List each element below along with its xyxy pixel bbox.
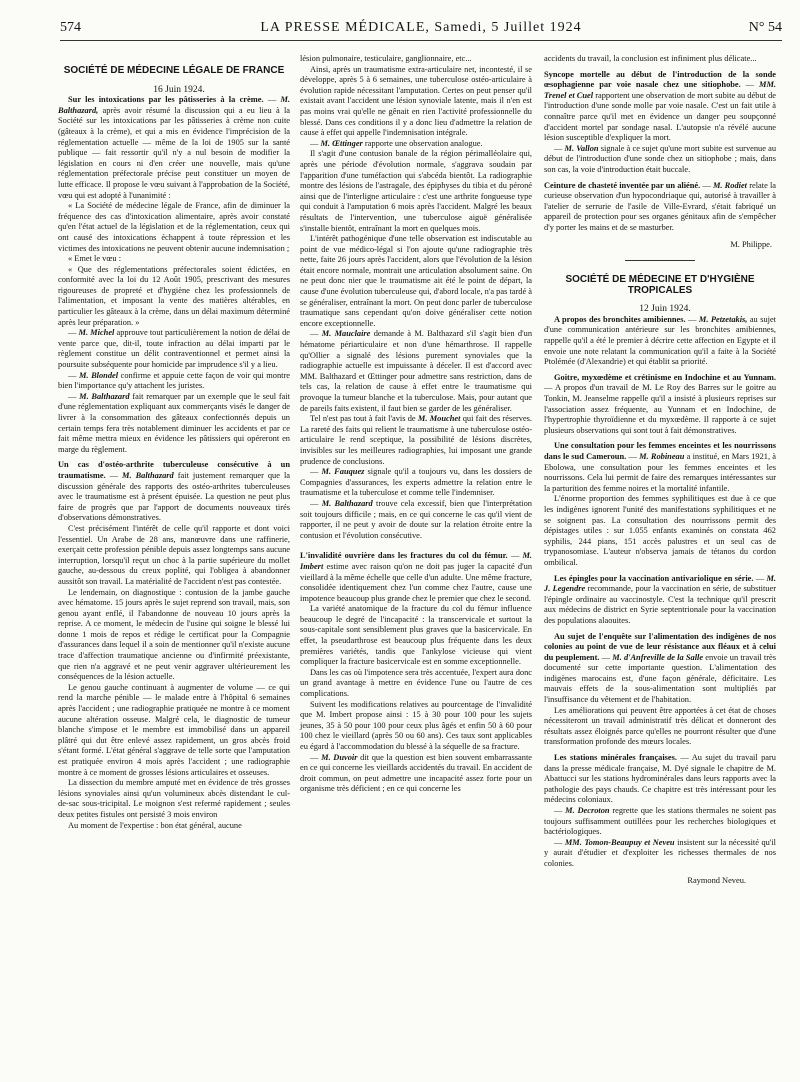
speaker-name: M. Balthazard, [58,95,291,115]
article-title: Goitre, myxœdème et crétinisme en Indochine et au Yunnam. [554,372,776,382]
paragraph-text: trouve cela excessif, bien que l'interprétation soit toujours difficile ; mais, en ce qui concerne le cas qu'il vient de rapporter, il ne peut y avoir de doute sur la relation étroite entre la contusion et l'évolution consécutive. [300,498,532,540]
article-title: Une consultation pour les femmes enceintes et les nourrissons dans le sud Cameroun. [544,441,776,461]
paragraph: La variété anatomique de la fracture du col du fémur influence beaucoup le degré de l'incapacité : la transcervicale et surtout la sous-capitale sont sensiblement plus graves que la basicervicale. En effet, la pseudarthrose est beaucoup plus fréquente dans les deux premières variétés, tandis que l'ankylose vicieuse qui vient compliquer la fracture basicervicale est en somme exceptionnelle. [300,604,532,667]
paragraph: « Emet le vœu : [68,254,122,264]
speaker-name: M. Robineau [639,452,685,461]
article-paragraph: — MM. Tomon-Beaupuy et Neveu insistent sur la nécessité qu'il y aurait d'étudier et d'exploiter les richesses thermales de nos colonies. [544,837,776,868]
section-divider [625,260,695,261]
article-paragraph: — M. Vallon signale à ce sujet qu'une mort subite est survenue au début de l'introduction d'une sonde chez un sitiophobe ; mais, dans son cas, la voie d'introduction était buccale. [544,143,777,174]
paragraph-text: Tel n'est pas tout à fait l'avis de [310,414,416,424]
speaker-name: M. J. Legendre [544,573,776,594]
article-title: Au sujet de l'enquête sur l'alimentation des indigènes de nos colonies au point de vue de leur résistance aux fléaux et à celui du peuplement. [544,631,776,662]
paragraph: Suivent les modifications relatives au pourcentage de l'invalidité que M. Imbert propose ainsi : 15 à 30 pour 100 pour les sujets jeunes, 35 à 50 pour 100 pour ceux plus âgés et enfin 50 à 60 pour 100 chez le vieillard (après 50 ou 60 ans). Ces taux sont applicables eu égard à l'accommodation du blessé à la séquelle de sa fracture. [300,699,532,751]
article-paragraph: Une consultation pour les femmes enceintes et les nourrissons dans le sud Cameroun. — M. Robineau a institué, en Mars 1921, à Ebolowa, une consultation pour les femmes enceintes et les nourrissons. Cela lui permit de faire des remarques intéressantes sur la parturition des femme noires et la mortalité infantile. [544,441,777,493]
speaker-name: M. d'Anfreville de la Salle [612,652,704,662]
paragraph: L'intérêt pathogénique d'une telle observation est indiscutable au point de vue médico-légal si l'on ajoute qu'une radiographie très nette, faite 26 jours après l'accident, alors que l'évolution de la lésion était encore normale, montrait une articulation absolument saine. On ne peut donc nier que le traumatisme ait été le point de départ, la cause d'une évolution tuberculeuse qui, d'abord locale, n'a pas tardé à se généraliser, entraînant la mort. On peut donc parler de tuberculose traumatique sans cependant qu'on doive généraliser cette notion encore exceptionnelle. [300,234,532,328]
paragraph: Le genou gauche continuant à augmenter de volume — ce qui rend la marche pénible — le malade entre à l'hôpital 6 semaines après l'accident ; une radiographie pratiquée ne montre à ce moment aucune altération osseuse. Malgré cela, le diagnostic de tumeur blanche s'impose et le membre est immobilisé dans un appareil plâtré qui dut être enlevé assez rapidement, un gros abcès froid s'étant formé. L'état général s'aggrave de telle sorte que l'amputation est pratiquée environ 4 mois après l'accident ; une radiographie montre à ce moment de grosses lésions articulaires et osseuses. [58,682,290,777]
paragraph: Au moment de l'expertise : bon état général, aucune [68,820,242,830]
paragraph-text: qui fait des réserves. La rareté des faits qui relient le traumatisme à une tuberculose ostéo-articulaire le rend sceptique, la possibilité de lésions discrètes, invisibles sur les meilleures radiographies, lui imposant une grande prudence de conclusions. [300,414,533,466]
speaker-name: M. Mauclaire [321,329,371,339]
article-paragraph: Les stations minérales françaises. — Au sujet du travail paru dans la presse médicale française, M. Dyé signale le chapitre de M. Abattucci sur les stations hydrominérales dans leurs rapports avec la pathologie des pays chauds. Ce chapitre est très intéressant pour les médecins coloniaux. [544,753,776,805]
paragraph-text: Au sujet du travail paru dans la presse médicale française, M. Dyé signale le chapitre de M. Abattucci sur les stations hydrominérales dans leurs rapports avec la pathologie des pays chauds. Ce chapitre est très intéressant pour les médecins coloniaux. [544,753,776,805]
paragraph-text: regrette que les stations thermales ne soient pas toujours suffisamment outillées pour les recherches biologiques et bactériologiques. [544,806,776,837]
paragraph-text: envoie un travail très documenté sur cette importante question. L'alimentation des indigènes marocains est, d'une façon générale, déficitaire. Les mauvais effets de la sous-alimentation sont multipliés par l'insuffisance du vêtement et de l'habitation. [544,652,776,705]
paragraph-text: au sujet d'une communication antérieure sur les bronchites amibiennes, rappelle qu'il a été le premier à décrire cette affection en Egypte et il envoie une note relatant la communication qu'il a faite à la Société Ptolémée (d'Alexandrie) et qui établit sa priorité. [544,314,777,367]
section-title-hygiene-tropicales: SOCIÉTÉ DE MÉDECINE ET D'HYGIÈNE TROPICALES [565,274,755,296]
paragraph-text: estime avec raison qu'on ne doit pas juger la capacité d'un vieillard à la même échelle que celle d'un adulte. Une même fracture, consolidée identiquement chez l'un comme chez l'autre, cause une impotence beaucoup plus grande chez le premier que chez le second. [300,561,533,603]
article-paragraph: — M. Duvoir dit que la question est bien souvent embarrassante en ce qui concerne les vieillards accidentés du travail. En accident de droit commun, on peut admettre une incapacité assez forte pour un organisme très déficient ; en ce qui concerne les [300,752,532,794]
paragraph-text: approuve tout particulièrement la notion de délai de vente parce que, dit-il, toute infraction au délai imparti par le règlement constitue un délit contraventionnel et permet ainsi la poursuite subséquente pour homicide par imprudence s'il y a lieu. [58,328,291,370]
article-paragraph: — M. Blondel confirme et appuie cette façon de voir qui montre bien l'importance qu'y attachent les juristes. [58,370,291,391]
article-paragraph [300,414,532,467]
speaker-name: M. Balthazard [122,470,174,480]
paragraph-text: dit que la question est bien souvent embarrassante en ce qui concerne les vieillards accidentés du travail. En accident de droit commun, on peut admettre une incapacité assez forte pour un organisme très déficient ; en ce qui concerne les [300,752,532,794]
speaker-name: M. Imbert [300,551,532,571]
paragraph: lésion pulmonaire, testiculaire, ganglionnaire, etc... [300,54,472,63]
paragraph-text: A propos d'un travail de M. Le Roy des Barres sur le goitre au Tonkin, M. Jeanselme rappelle qu'il a insisté à plusieurs reprises sur l'association assez fréquente, au Yunnam et en Indochine, de l'hypertrophie thyroïdienne et du myxœdème. Il rapporte à ce sujet plusieurs observations qui sont tout à fait démonstratives. [544,383,777,435]
article-paragraph: — M. Decroton regrette que les stations thermales ne soient pas toujours suffisamment outillées pour les recherches biologiques et bactériologiques. [544,806,776,837]
speaker-name: M. Blondel [78,370,119,380]
paragraph-text: insistent sur la nécessité qu'il y aurait d'étudier et d'exploiter les richesses thermales de nos colonies. [544,837,776,868]
column-left [58,54,290,831]
article-paragraph: Un cas d'ostéo-arthrite tuberculeuse consécutive à un traumatisme. — M. Balthazard fait justement remarquer que la discussion générale des rapports des ostéo-arthrites tuberculeuses avec le traumatisme est à présent épuisée. La question ne peut plus faire de progrès que par l'apport de documents nouveaux tirés d'observations démonstratives. [58,460,290,523]
article-paragraph: — M. Balthazard fait remarquer par un exemple que le seul fait d'une réglementation expliquant aux commerçants visés le danger de livrer à la consommation des gâteaux confectionnés depuis un certain temps fera très notablement diminuer les accidents et par ce fait même mettra mieux en évidence les pâtissiers qui opéreront en marge du règlement. [58,391,291,454]
article-title: L'invalidité ouvrière dans les fractures du col du fémur. [300,551,508,561]
paragraph-text: recommande, pour la vaccination en série, de substituer l'épingle ordinaire au vaccinostyle. C'est la technique qu'il prescrit aux médecins de district en Syrie septentrionale pour la vaccination des populations alaouites. [544,584,777,625]
paragraph: « La Société de médecine légale de France, afin de diminuer la fréquence des cas d'intoxication alimentaire, après avoir constaté qu'en l'état actuel de la législation et de la réglementation, ceux qui ont causé des intoxications échappent à toute répression et les victimes des intoxications ne peuvent obtenir aucune indemnisation ; [58,201,290,253]
speaker-name: M. Rodiet [712,180,748,190]
paragraph-text: fait justement remarquer que la discussion générale des rapports des ostéo-arthrites tuberculeuses avec le traumatisme est à présent épuisée. La question ne peut plus faire de progrès que par l'apport de documents nouveaux tirés d'observations démonstratives. [58,470,290,523]
article-paragraph: — M. Fauquez signale qu'il a toujours vu, dans les dossiers de Compagnies d'assurances, les experts admettre la relation entre le traumatisme et la tuberculose et comme telle l'indemniser. [300,467,532,498]
author-signature: Raymond Neveu. [687,875,746,885]
article-paragraph: Ceinture de chasteté inventée par un aliéné. — M. Rodiet relate la curieuse observation d'un hypocondriaque qui, autorisé à travailler à l'atelier de serrurie de l'asile de Ville-Evrard, s'était fabriqué un appareil de protection pour ses organes génitaux afin de s'empêcher d'y porter les mains et de se masturber. [544,180,776,232]
article-paragraph: — M. Mauclaire demande à M. Balthazard s'il s'agit bien d'un hématome périarticulaire et non d'une hémarthrose. Il rappelle qu'Ollier a signalé des lésions purement synoviales que la radiographie actuelle est impuissante à déceler. Il est d'accord avec MM. Balthazard et Œttinger pour admettre sans restriction, dans de tels cas, la relation de cause à effet entre le traumatisme qui provoque la tumeur blanche et la tuberculose. Mais, pour autant que de pareils faits existent, il faut bien se garder de les généraliser. [300,329,533,413]
column-right [544,54,776,886]
article-paragraph: Au sujet de l'enquête sur l'alimentation des indigènes de nos colonies au point de vue de leur résistance aux fléaux et à celui du peuplement. — M. d'Anfreville de la Salle envoie un travail très documenté sur cette importante question. L'alimentation des indigènes marocains est, d'une façon générale, déficitaire. Les mauvais effets de la sous-alimentation sont multipliés par l'insuffisance du vêtement et de l'habitation. [544,631,776,705]
article-title: Les stations minérales françaises. [554,753,677,763]
article-paragraph: Goitre, myxœdème et crétinisme en Indochine et au Yunnam. — A propos d'un travail de M. Le Roy des Barres sur le goitre au Tonkin, M. Jeanselme rappelle qu'il a insisté à plusieurs reprises sur l'association assez fréquente, au Yunnam et en Indochine, de l'hypertrophie thyroïdienne et du myxœdème. Il rapporte à ce sujet plusieurs observations qui sont tout à fait démonstratives. [544,372,777,435]
speaker-name: M. Duvoir [321,752,358,762]
paragraph-text: demande à M. Balthazard s'il s'agit bien d'un hématome périarticulaire et non d'une hémarthrose. Il rappelle qu'Ollier a signalé des lésions purement synoviales que la radiographie actuelle est impuissante à déceler. Il est d'accord avec MM. Balthazard et Œttinger pour admettre sans restriction, dans de tels cas, la relation de cause à effet entre le traumatisme qui provoque la tumeur blanche et la tuberculose. Mais, pour autant que de pareils faits existent, il faut bien se garder de les généraliser. [300,329,533,413]
speaker-name: M. Mouchet [417,414,461,424]
paragraph-text: relate la curieuse observation d'un hypocondriaque qui, autorisé à travailler à l'atelier de serrurie de l'asile de Ville-Evrard, s'était fabriqué un appareil de protection pour ses organes génitaux afin de s'empêcher d'y porter les mains et de se masturber. [544,180,776,232]
page-number: 574 [60,20,81,35]
article-title: A propos des bronchites amibiennes. [554,314,686,324]
article-paragraph: A propos des bronchites amibiennes. — M. Petzetakis, au sujet d'une communication antérieure sur les bronchites amibiennes, rappelle qu'il a été le premier à décrire cette affection en Egypte et il envoie une note relatant la communication qu'il a faite à la Société Ptolémée (d'Alexandrie) et qui établit sa priorité. [544,314,777,367]
paragraph-text: confirme et appuie cette façon de voir qui montre bien l'importance qu'y attachent les juristes. [58,370,291,391]
article-title: Sur les intoxications par les pâtisseries à la crème. [68,95,264,105]
article-title: Ceinture de chasteté inventée par un aliéné. [544,180,701,190]
column-middle [300,54,532,795]
article-paragraph: L'invalidité ouvrière dans les fractures du col du fémur. — M. Imbert estime avec raison qu'on ne doit pas juger la capacité d'un vieillard à la même échelle que celle d'un adulte. Une même fracture, consolidée identiquement chez l'un comme chez l'autre, cause une impotence beaucoup plus grande chez le premier que chez le second. [300,551,533,603]
section-title-medecine-legale: SOCIÉTÉ DE MÉDECINE LÉGALE DE FRANCE [63,65,285,76]
article-paragraph: Syncope mortelle au début de l'introduction de la sonde œsophagienne par voie nasale chez une sitiophobe. — MM. Trenel et Cuel rapportent une observation de mort subite au début de l'introduction d'une sonde molle par voie nasale. C'est un fait utile à connaître parce qu'il met en évidence un danger peu soupçonné d'accident mortel par sondage nasal. L'autopsie n'a révélé aucune lésion susceptible d'expliquer la mort. [544,69,776,143]
author-signature: M. Philippe. [730,239,772,249]
paragraph: Ainsi, après un traumatisme extra-articulaire net, incontesté, il se développe, après 5 à 6 semaines, une tuberculose ostéo-articulaire à évolution rapide nécessitant l'amputation. Certes on peut penser qu'il existait avant l'accident une lésion synoviale latente, mais il n'en est pas moins vrai qu'elle ne gênait en rien l'activité professionnelle du blessé. Dans ces conditions il y a donc lieu d'admettre la relation de cause à effet qui appelle l'indemnisation intégrale. [300,64,532,138]
article-title: Un cas d'ostéo-arthrite tuberculeuse consécutive à un traumatisme. [58,460,290,480]
section-date: 16 Juin 1924. [153,84,205,95]
running-title: LA PRESSE MÉDICALE, Samedi, 5 Juillet 1924 [260,20,582,35]
paragraph: La dissection du membre amputé met en évidence de très grosses lésions synoviales ainsi qu'un volumineux abcès distendant le cul-de-sac sous-tricipital. Le moignon s'est refermé rapidement ; seules deux petites fistules ont persisté 3 mois environ [58,778,290,819]
speaker-name: M. Michel [78,328,115,338]
paragraph: L'énorme proportion des femmes syphilitiques est due à ce que les indigènes ignorent l'unité des manifestations syphilitiques et ne se soignent pas. La consultation des nourrissons permit des dépistages utiles : sur 1.055 enfants examinés on constata 462 syphilis, 244 pians, 151 accès palustres et un seul cas de trypanosomiase. L'auteur n'observa jamais de tétanos du cordon ombilical. [544,494,776,567]
speaker-name: M. Fauquez [321,467,365,477]
paragraph: Il s'agit d'une contusion banale de la région périmalléolaire qui, après une période d'évolution normale, s'aggrava soudain par l'apparition d'une tuméfaction qui s'abcéda bientôt. La radiographie montre des lésions de l'astragale, des épiphyses du tibia et du péroné ainsi que de l'interligne articulaire : c'est une arthrite fongueuse type qui conduit à l'amputation 6 mois après l'accident. Malgré les beaux résultats de l'intervention, une tuberculose aiguë généralisée s'installe bientôt, entraînant la mort en quelques mois. [300,149,532,233]
article-title: Syncope mortelle au début de l'introduction de la sonde œsophagienne par voie nasale chez une sitiophobe. [544,69,776,90]
speaker-name: M. Petzetakis, [698,314,748,324]
speaker-name: M. Œttinger [320,138,363,148]
speaker-name: M. Decroton [565,806,610,815]
article-paragraph: Les épingles pour la vaccination antivariolique en série. — M. J. Legendre recommande, pour la vaccination en série, de substituer l'épingle ordinaire au vaccinostyle. C'est la technique qu'il prescrit aux médecins de district en Syrie septentrionale pour la vaccination des populations alaouites. [544,573,777,625]
paragraph-text: fait remarquer par un exemple que le seul fait d'une réglementation expliquant aux commerçants visés le danger de livrer à la consommation des gâteaux confectionnés depuis un certain temps fera très notablement diminuer les accidents et par ce fait même mettra mieux en évidence les pâtissiers qui opéreront en marge du règlement. [58,391,291,454]
running-header [60,20,782,40]
section-date: 12 Juin 1924. [639,304,691,315]
paragraph-text: rapportent une observation de mort subite au début de l'introduction d'une sonde molle par voie nasale. C'est un fait utile à connaître parce qu'il met en évidence un danger peu soupçonné d'accident mortel par sondage nasal. L'autopsie n'a révélé aucune lésion susceptible d'expliquer la mort. [544,90,776,143]
paragraph: accidents du travail, la conclusion est infiniment plus délicate... [544,54,757,63]
speaker-name: M. Balthazard [79,391,130,401]
article-paragraph: — M. Michel approuve tout particulièrement la notion de délai de vente parce que, dit-il, toute infraction au délai imparti par le règlement constitue un délit contraventionnel et permet ainsi la poursuite subséquente pour homicide par imprudence s'il y a lieu. [58,328,291,370]
paragraph-text: rapporte une observation analogue. [364,138,483,148]
paragraph: C'est précisément l'intérêt de celle qu'il rapporte et dont voici l'essentiel. Un Arabe de 28 ans, manœuvre dans une raffinerie, exerçait cette profession pénible depuis assez longtemps sans aucune interruption, lorsqu'il reçut un choc à la partie supérieure du mollet gauche, au-dessous du creux poplité, qui l'obligea à abandonner aussitôt son travail. La matérialité de l'accident n'est pas contestée. [58,523,290,586]
article-paragraph: — M. Œttinger rapporte une observation analogue. [310,138,483,148]
speaker-name: M. Balthazard [321,498,373,508]
paragraph: Dans les cas où l'impotence sera très accentuée, l'expert aura donc un grand avantage à mettre en évidence l'une ou l'autre de ces complications. [300,667,532,699]
speaker-name: MM. Tomon-Beaupuy et Neveu [564,837,675,847]
paragraph-text: après avoir résumé la discussion qui a eu lieu à la Société sur les intoxications par les pâtisseries à crème non cuite (gâteaux à la crème), et qui a mis en évidence l'imprécision de la réglementation actuelle — même de la loi de 1905 sur la santé publique — fait ressortir qu'il n'y a nul besoin de modifier la législation en cours ni d'en créer une nouvelle, mais qu'une réglementation préfectorale précise peut constituer un moyen de lutte efficace. Il propose le vœu suivant à l'approbation de la Société, vœu qui est adopté à l'unanimité : [58,105,290,200]
article-title: Les épingles pour la vaccination antivariolique en série. [554,573,754,583]
issue-number: N° 54 [748,20,782,35]
paragraph: Les améliorations qui peuvent être apportées à cet état de choses nécessiteront un travail administratif très délicat et donneront des résultats assez éloignés parce qu'elles ne pourront résulter que d'une transformation profonde des mœurs locales. [544,705,776,747]
speaker-name: MM. Trenel et Cuel [544,80,776,100]
header-rule [60,40,782,41]
paragraph-text: a institué, en Mars 1921, à Ebolowa, une consultation pour les femmes enceintes et les nourrissons. Cela lui permit de faire des remarques intéressantes sur la parturition des femme noires et la mortalité infantile. [544,452,777,493]
article-paragraph: — M. Balthazard trouve cela excessif, bien que l'interprétation soit toujours difficile ; mais, en ce qui concerne le cas qu'il vient de rapporter, il ne peut y avoir de doute sur la relation étroite entre la contusion et l'évolution consécutive. [300,498,532,540]
paragraph-text: signale qu'il a toujours vu, dans les dossiers de Compagnies d'assurances, les experts admettre la relation entre le traumatisme et la tuberculose et comme telle l'indemniser. [300,467,532,498]
speaker-name: M. Vallon [564,143,599,153]
paragraph: « Que des réglementations préfectorales soient édictées, en conformité avec la loi du 12 Août 1905, prescrivant des mesures rigoureuses de propreté et d'hygiène chez les professionnels de l'alimentation, et imposant la vente des matières altérables, en particulier les gâteaux à la crème, dans un délai maximum déterminé après leur préparation. » [58,264,290,327]
article-paragraph: Sur les intoxications par les pâtisseries à la crème. — M. Balthazard, après avoir résumé la discussion qui a eu lieu à la Société sur les intoxications par les pâtisseries à crème non cuite (gâteaux à la crème), et qui a mis en évidence l'imprécision de la réglementation actuelle — même de la loi de 1905 sur la santé publique — fait ressortir qu'il n'y a nul besoin de modifier la législation en cours ni d'en créer une nouvelle, mais qu'une réglementation préfectorale précise peut constituer un moyen de lutte efficace. Il propose le vœu suivant à l'approbation de la Société, vœu qui est adopté à l'unanimité : [58,95,291,200]
paragraph-text: signale à ce sujet qu'une mort subite est survenue au début de l'introduction d'une sonde chez un sitiophobe ; mais, dans son cas, la voie d'introduction était buccale. [544,143,777,174]
paragraph: Le lendemain, on diagnostique : contusion de la jambe gauche avec hématome. 15 jours après le sujet reprend son travail, mais, son genou ayant enflé, il l'abandonne de nouveau 10 jours après la reprise. A ce moment, le médecin de l'usine qui soigne le blessé lui donne 1 mois de repos et rédige le certificat pour la Compagnie d'assurances dans lequel il a soin de mentionner qu'il n'existe aucune trace d'affection traumatique ancienne ou d'infirmité préexistante, que rien n'a aggravé et ne peut venir aggraver ultérieurement les conséquences de la lésion actuelle. [58,587,290,682]
